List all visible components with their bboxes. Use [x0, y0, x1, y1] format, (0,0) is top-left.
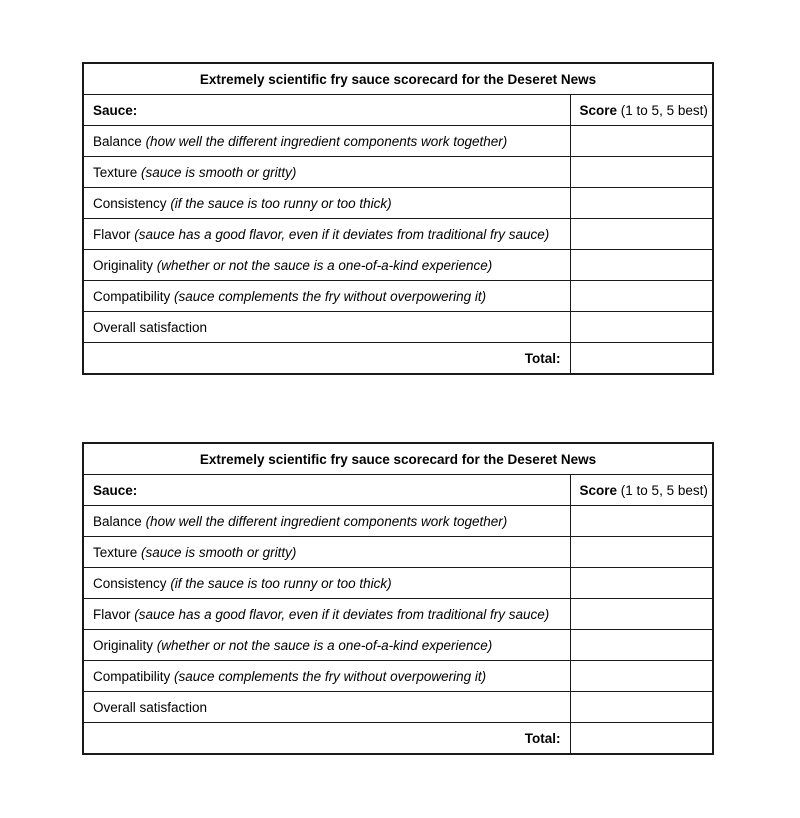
criterion-note: (if the sauce is too runny or too thick) [170, 575, 392, 591]
criterion-note: (sauce is smooth or gritty) [141, 544, 297, 560]
criterion-cell [83, 219, 570, 250]
criterion-note: (how well the different ingredient components work together) [145, 133, 508, 149]
score-cell [570, 188, 713, 219]
score-cell [570, 661, 713, 692]
criterion-label: Texture [93, 164, 138, 180]
score-header-note: (1 to 5, 5 best) [620, 102, 708, 118]
sauce-header-cell: Sauce: [83, 95, 570, 126]
table-row [83, 537, 713, 568]
table-row [83, 599, 713, 630]
score-cell [570, 219, 713, 250]
table-row [83, 343, 713, 375]
table-row [83, 188, 713, 219]
criterion-note: (sauce complements the fry without overpowering it) [174, 668, 487, 684]
criterion-cell [83, 568, 570, 599]
criterion-label: Consistency [93, 575, 167, 591]
total-label-cell: Total: [83, 723, 570, 755]
criterion-cell [83, 312, 570, 343]
score-header-cell [570, 95, 713, 126]
table-row [83, 443, 713, 475]
criterion-label: Flavor [93, 226, 131, 242]
table-row [83, 475, 713, 506]
score-cell [570, 692, 713, 723]
criterion-label: Balance [93, 513, 142, 529]
criterion-label: Overall satisfaction [93, 319, 208, 335]
table-row [83, 126, 713, 157]
criterion-label: Originality [93, 637, 154, 653]
score-header-bold: Score [579, 102, 618, 118]
criterion-cell [83, 250, 570, 281]
criterion-note: (whether or not the sauce is a one-of-a-kind experience) [156, 257, 493, 273]
table-row [83, 723, 713, 755]
table-row [83, 281, 713, 312]
scorecard-title: Extremely scientific fry sauce scorecard for the Deseret News [83, 63, 713, 95]
criterion-label: Texture [93, 544, 138, 560]
criterion-note: (if the sauce is too runny or too thick) [170, 195, 392, 211]
criterion-label: Balance [93, 133, 142, 149]
criterion-cell [83, 630, 570, 661]
criterion-cell [83, 661, 570, 692]
score-cell [570, 537, 713, 568]
score-cell [570, 250, 713, 281]
table-row [83, 157, 713, 188]
score-cell [570, 281, 713, 312]
criterion-note: (sauce has a good flavor, even if it deviates from traditional fry sauce) [134, 606, 550, 622]
criterion-cell [83, 599, 570, 630]
criterion-cell [83, 157, 570, 188]
table-row [83, 568, 713, 599]
criterion-label: Compatibility [93, 288, 171, 304]
score-cell [570, 157, 713, 188]
total-score-cell [570, 343, 713, 375]
criterion-note: (sauce complements the fry without overpowering it) [174, 288, 487, 304]
criterion-label: Compatibility [93, 668, 171, 684]
score-cell [570, 506, 713, 537]
score-cell [570, 126, 713, 157]
criterion-cell [83, 188, 570, 219]
score-header-cell [570, 475, 713, 506]
score-cell [570, 568, 713, 599]
criterion-note: (whether or not the sauce is a one-of-a-kind experience) [156, 637, 493, 653]
scorecard-table-1 [82, 62, 714, 375]
table-row [83, 219, 713, 250]
table-row [83, 630, 713, 661]
criterion-cell [83, 281, 570, 312]
table-row [83, 506, 713, 537]
scorecard-title: Extremely scientific fry sauce scorecard for the Deseret News [83, 443, 713, 475]
total-label-cell: Total: [83, 343, 570, 375]
score-cell [570, 599, 713, 630]
criterion-label: Overall satisfaction [93, 699, 208, 715]
score-header-bold: Score [579, 482, 618, 498]
criterion-label: Originality [93, 257, 154, 273]
criterion-note: (sauce has a good flavor, even if it deviates from traditional fry sauce) [134, 226, 550, 242]
criterion-cell [83, 126, 570, 157]
score-cell [570, 630, 713, 661]
table-row [83, 250, 713, 281]
table-row [83, 95, 713, 126]
table-row [83, 63, 713, 95]
criterion-cell [83, 537, 570, 568]
score-cell [570, 312, 713, 343]
criterion-note: (sauce is smooth or gritty) [141, 164, 297, 180]
criterion-label: Consistency [93, 195, 167, 211]
sauce-header-cell: Sauce: [83, 475, 570, 506]
criterion-note: (how well the different ingredient components work together) [145, 513, 508, 529]
scorecard-table-2 [82, 442, 714, 755]
score-header-note: (1 to 5, 5 best) [620, 482, 708, 498]
table-row [83, 312, 713, 343]
table-row [83, 692, 713, 723]
table-row [83, 661, 713, 692]
criterion-cell [83, 506, 570, 537]
criterion-cell [83, 692, 570, 723]
total-score-cell [570, 723, 713, 755]
criterion-label: Flavor [93, 606, 131, 622]
